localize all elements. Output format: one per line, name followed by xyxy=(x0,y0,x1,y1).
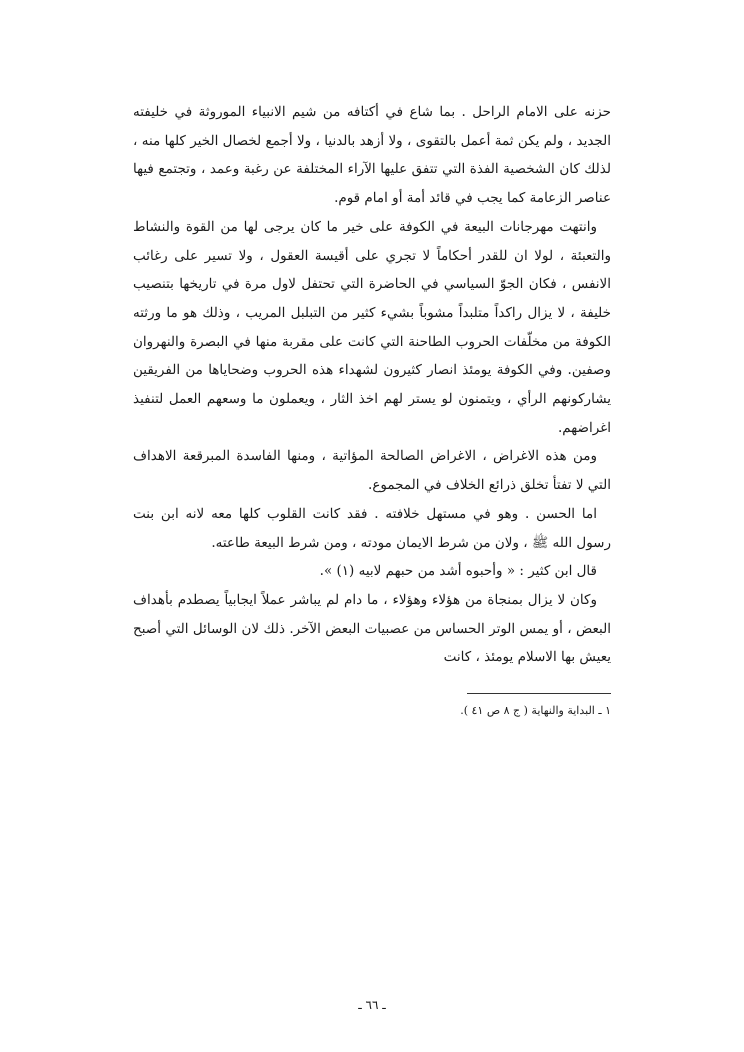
page-body xyxy=(133,98,611,672)
footnote-divider xyxy=(467,693,611,694)
paragraph-4: اما الحسن . وهو في مستهل خلافته . فقد كانت القلوب كلها معه لانه ابن بنت رسول الله ﷺ ، ولان من شرط الايمان مودته ، ومن شرط البيعة طاعته. xyxy=(133,505,611,551)
paragraph-5-quote: قال ابن كثير : « وأحبوه أشد من حبهم لابيه (١) ». xyxy=(319,563,597,580)
paragraph-6: وكان لا يزال بمنجاة من هؤلاء وهؤلاء ، ما دام لم يباشر عملاً ايجابياً يصطدم بأهداف البعض ، أو يمس الوتر الحساس من عصبيات البعض الآخر. ذلك لان الوسائل التي أصبح يعيش بها الاسلام يومئذ ، كانت xyxy=(133,591,611,666)
paragraph-2: وانتهت مهرجانات البيعة في الكوفة على خير ما كان يرجى لها من القوة والنشاط والتعبئة ، لولا ان للقدر أحكاماً لا تجري على أقيسة العقول ، ولا تسير على رغائب الانفس ، فكان الجوّ السياسي في الحاضرة التي تحتفل لاول مرة في تاريخها بتنصيب خليفة ، لا يزال راكداً متلبداً مشوباً بشيء كثير من التبلبل المريب ، وذلك هو ما ورثته الكوفة من مخلّفات الحروب الطاحنة التي كانت على مقربة منها في البصرة والنهروان وصفين. وفي الكوفة يومئذ انصار كثيرون لشهداء هذه الحروب وضحاياها من الفريقين يشاركونهم الرأي ، ويتمنون لو يستر لهم اخذ الثار ، ويعملون ما وسعهم العمل لتنفيذ اغراضهم. xyxy=(133,218,611,436)
paragraph-3: ومن هذه الاغراض ، الاغراض الصالحة المؤاتية ، ومنها الفاسدة المبرقعة الاهداف التي لا تفتأ تخلق ذرائع الخلاف في المجموع. xyxy=(133,448,611,494)
footnote: ١ ـ البداية والنهاية ( ج ٨ ص ٤١ ). xyxy=(460,704,611,717)
page-number: ـ ٦٦ ـ xyxy=(358,998,386,1012)
paragraph-1: حزنه على الامام الراحل . بما شاع في أكتافه من شيم الانبياء الموروثة في خليفته الجديد ، ولم يكن ثمة أعمل بالتقوى ، ولا أزهد بالدنيا ، ولا أجمع لخصال الخير كلها منه ، لذلك كان الشخصية الفذة التي تتفق عليها الآراء المختلفة عن رغبة وعمد ، وتجتمع فيها عناصر الزعامة كما يجب في قائد أمة أو امام قوم. xyxy=(133,104,611,207)
